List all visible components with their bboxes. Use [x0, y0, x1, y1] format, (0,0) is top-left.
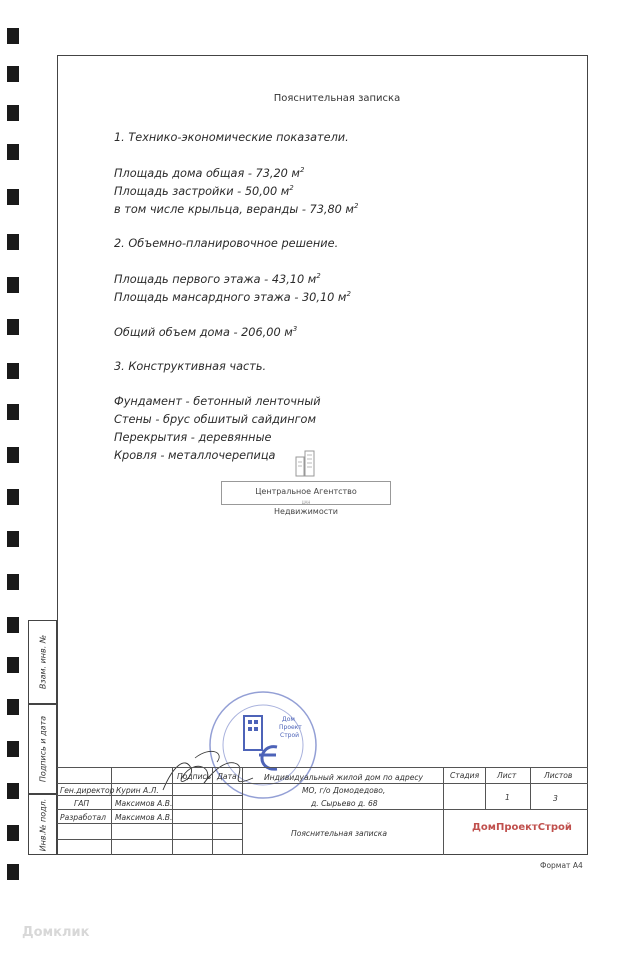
grid-line: [111, 767, 112, 855]
person-name: Курин А.Л.: [116, 786, 159, 795]
section-heading: 1. Технико-экономические показатели.: [114, 131, 349, 144]
person-name: Максимов А.В.: [115, 799, 173, 808]
stage-label: Стадия: [450, 771, 480, 780]
section-heading: 2. Объемно-планировочное решение.: [114, 237, 339, 250]
agency-watermark: Центральное Агентство Недвижимости ЦАН: [221, 481, 391, 505]
grid-line: [212, 767, 213, 855]
text-line: Стены - брус обшитый сайдингом: [114, 413, 316, 426]
grid-line: [485, 767, 486, 809]
text-line: Площадь мансардного этажа - 30,10 $м^2$: [114, 290, 351, 304]
role-label: Разработал: [60, 813, 107, 822]
document-title: Пояснительная записка: [273, 93, 401, 104]
stamp-text: Строй: [280, 732, 300, 739]
section-heading: 3. Конструктивная часть.: [114, 360, 267, 373]
role-label: ГАП: [74, 799, 90, 808]
sheet-label: Лист: [497, 771, 517, 780]
grid-line: [57, 783, 588, 784]
side-field-signature: Подпись и дата: [28, 704, 57, 794]
building-icon: [292, 449, 322, 477]
project-address: Индивидуальный жилой дом по адресу: [264, 773, 424, 782]
side-field-replacement: Взам. инв. №: [28, 620, 57, 704]
project-address: МО, г/о Домодедово,: [302, 786, 386, 795]
text-line: Перекрытия - деревянные: [114, 431, 272, 444]
text-line: Фундамент - бетонный ленточный: [114, 395, 321, 408]
person-name: Максимов А.В.: [115, 813, 173, 822]
side-field-inventory: Инв.№ подл.: [28, 794, 57, 855]
sheet-number: 1: [505, 793, 510, 802]
role-label: Ген.директор: [60, 786, 115, 795]
col-header-signature: Подпись: [177, 772, 212, 781]
grid-line: [242, 767, 243, 855]
doc-name: Пояснительная записка: [291, 829, 388, 838]
domclick-watermark: Домклик: [22, 925, 90, 940]
text-line: в том числе крыльца, веранды - 73,80 $м^2$: [114, 202, 359, 216]
grid-line: [57, 809, 588, 810]
grid-line: [57, 823, 242, 824]
grid-line: [443, 767, 444, 855]
sheets-label: Листов: [544, 771, 573, 780]
grid-line: [57, 839, 242, 840]
grid-line: [57, 795, 242, 796]
stamp-text: Дом: [282, 716, 295, 723]
project-address: д. Сырьево д. 68: [311, 799, 378, 808]
grid-line: [530, 767, 531, 809]
text-line: Кровля - металлочерепица: [114, 449, 276, 462]
text-line: Площадь дома общая - 73,20 $м^2$: [114, 166, 305, 180]
grid-line: [57, 767, 588, 768]
binding-strip: [7, 0, 23, 880]
sheets-count: 3: [553, 794, 558, 803]
format-label: Формат А4: [540, 861, 583, 870]
text-line: Общий объем дома - 206,00 $м^3$: [114, 325, 298, 339]
grid-line: [172, 767, 173, 855]
company-logo: ДомПроектСтрой: [472, 822, 572, 833]
stamp-text: Проект: [279, 724, 302, 731]
col-header-date: Дата: [217, 772, 237, 781]
text-line: Площадь застройки - 50,00 $м^2$: [114, 184, 294, 198]
text-line: Площадь первого этажа - 43,10 $м^2$: [114, 272, 321, 286]
signature-icon: [155, 738, 275, 798]
